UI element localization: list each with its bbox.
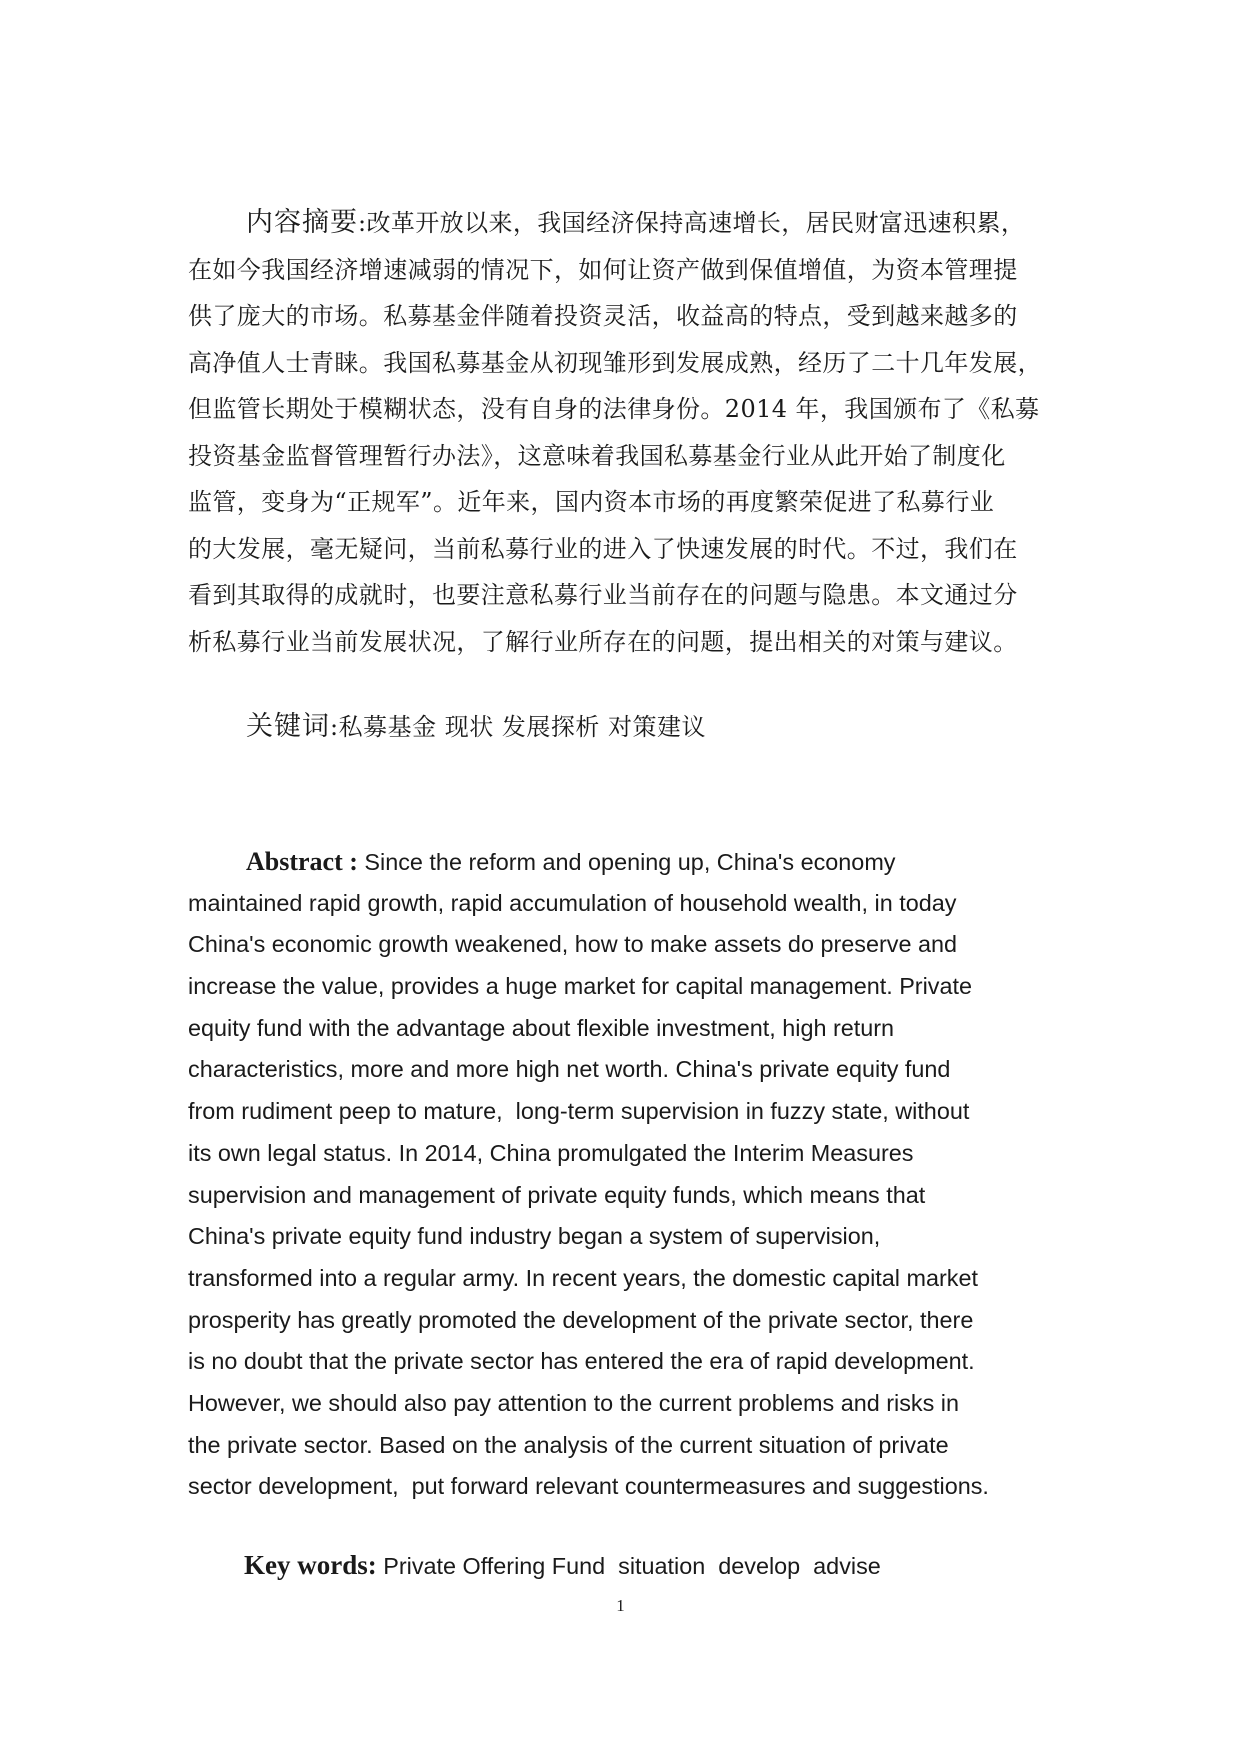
chinese-abstract (188, 200, 1058, 665)
english-abstract-line: is no doubt that the private sector has entered the era of rapid development. (188, 1348, 975, 1375)
english-abstract-line: increase the value, provides a huge market for capital management. Private (188, 973, 973, 1000)
english-abstract-line: China's economic growth weakened, how to make assets do preserve and (188, 931, 957, 958)
chinese-abstract-line: 投资基金监督管理暂行办法》，这意味着我国私募基金行业从此开始了制度化 (188, 441, 1006, 470)
page-number: 1 (616, 1596, 625, 1615)
english-abstract-line: However, we should also pay attention to the current problems and risks in (188, 1389, 959, 1416)
english-abstract-line: transformed into a regular army. In recent years, the domestic capital market (188, 1264, 978, 1291)
english-abstract-line: prosperity has greatly promoted the development of the private sector, there (188, 1306, 974, 1333)
chinese-keywords-value: :私募基金 现状 发展探析 对策建议 (330, 713, 706, 741)
chinese-keywords (246, 707, 706, 747)
chinese-abstract-line: 供了庞大的市场。私募基金伴随着投资灵活，收益高的特点，受到越来越多的 (188, 302, 1018, 330)
english-keywords-heading: Key words: (244, 1550, 377, 1580)
english-abstract-heading: Abstract : (246, 847, 358, 876)
english-abstract-line: the private sector. Based on the analysis of the current situation of private (188, 1431, 949, 1458)
chinese-abstract-line: 高净值人士青睐。我国私募基金从初现雏形到发展成熟，经历了二十几年发展， (188, 348, 1042, 377)
chinese-abstract-line: 析私募行业当前发展状况，了解行业所存在的问题，提出相关的对策与建议。 (188, 627, 1018, 656)
english-keywords (244, 1545, 881, 1586)
english-keywords-value: Private Offering Fund situation develop advise (376, 1553, 881, 1579)
english-abstract-line: China's private equity fund industry began a system of supervision, (188, 1223, 881, 1250)
english-abstract-line: equity fund with the advantage about flexible investment, high return (188, 1014, 895, 1041)
chinese-abstract-line: 但监管长期处于模糊状态，没有自身的法律身份。2014 年，我国颁布了《私募 (188, 395, 1040, 423)
english-abstract-line: sector development, put forward relevant countermeasures and suggestions. (188, 1473, 989, 1500)
chinese-abstract-line: 的大发展，毫无疑问，当前私募行业的进入了快速发展的时代。不过，我们在 (188, 534, 1018, 563)
chinese-keywords-heading: 关键词 (246, 711, 330, 742)
english-abstract-line: from rudiment peep to mature, long-term supervision in fuzzy state, without (188, 1098, 970, 1125)
chinese-abstract-line: 看到其取得的成就时，也要注意私募行业当前存在的问题与隐患。本文通过分 (188, 581, 1018, 609)
chinese-abstract-line: 监管，变身为“正规军”。近年来，国内资本市场的再度繁荣促进了私募行业 (188, 488, 995, 516)
english-abstract-line: Abstract : Since the reform and opening up, China's economy (246, 847, 896, 876)
english-abstract-line: supervision and management of private equity funds, which means that (188, 1181, 926, 1208)
english-abstract (188, 841, 1068, 1508)
english-abstract-line: its own legal status. In 2014, China promulgated the Interim Measures (188, 1139, 914, 1166)
english-abstract-line: maintained rapid growth, rapid accumulation of household wealth, in today (188, 889, 957, 916)
chinese-abstract-line: 内容摘要:改革开放以来，我国经济保持高速增长，居民财富迅速积累， (246, 207, 1026, 238)
chinese-abstract-line: 在如今我国经济增速减弱的情况下，如何让资产做到保值增值，为资本管理提 (188, 255, 1018, 284)
chinese-abstract-heading: 内容摘要 (246, 207, 358, 238)
english-abstract-line: characteristics, more and more high net worth. China's private equity fund (188, 1056, 951, 1083)
